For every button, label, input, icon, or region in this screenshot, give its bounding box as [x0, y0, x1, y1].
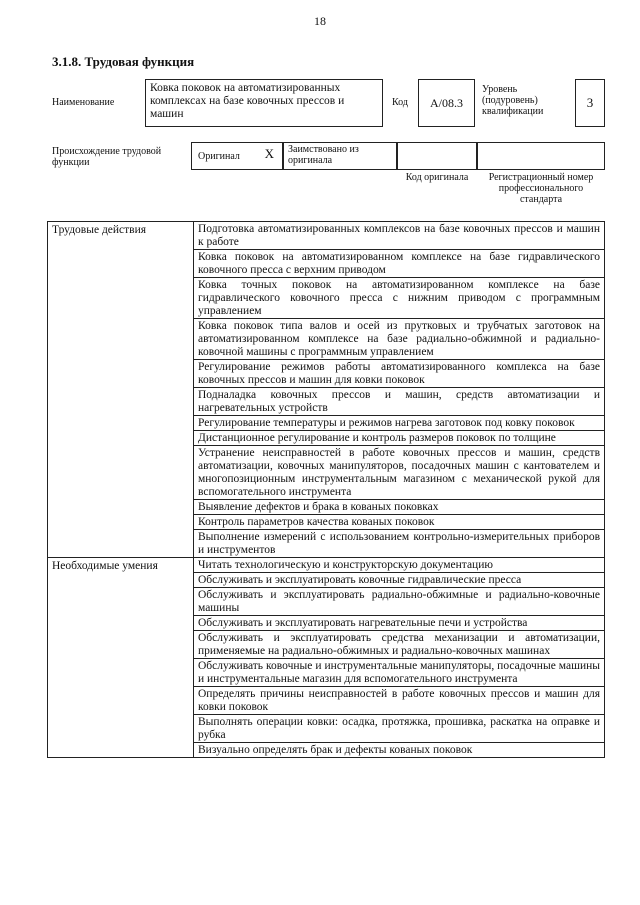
required-skills-item: Выполнять операции ковки: осадка, протяжка, прошивка, раскатка на оправке и рубка	[194, 715, 605, 743]
function-table	[47, 221, 605, 758]
required-skills-item: Обслуживать и эксплуатировать радиально-обжимные и радиально-ковочные машины	[194, 588, 605, 616]
code-original-box	[397, 142, 477, 170]
name-value: Ковка поковок на автоматизированных комплексах на базе ковочных прессов и машин	[150, 82, 345, 120]
name-label: Наименование	[52, 97, 115, 108]
code-value-box	[418, 79, 475, 127]
level-label: Уровень (подуровень) квалификации	[482, 84, 544, 117]
code-original-caption: Код оригинала	[405, 172, 469, 183]
level-value-box	[575, 79, 605, 127]
required-skills-item: Определять причины неисправностей в работе ковочных прессов и машин для ковки поковок	[194, 687, 605, 715]
reg-number-caption: Регистрационный номер профессионального стандарта	[488, 172, 594, 205]
labor-actions-item: Регулирование режимов работы автоматизированного комплекса на базе ковочных прессов и машин для ковки поковок	[194, 360, 605, 388]
labor-actions-item: Ковка поковок типа валов и осей из прутковых и трубчатых заготовок на автоматизированном комплексе на базе радиально-обжимной и радиально-ковочной машины с программным управлением	[194, 319, 605, 360]
required-skills-item: Обслуживать и эксплуатировать нагревательные печи и устройства	[194, 616, 605, 631]
required-skills-label: Необходимые умения	[48, 558, 194, 758]
borrowed-box	[283, 142, 397, 170]
labor-actions-item: Ковка поковок на автоматизированном комплексе на базе гидравлического ковочного пресса с верхним приводом	[194, 250, 605, 278]
labor-actions-item: Выявление дефектов и брака в кованых поковках	[194, 500, 605, 515]
labor-actions-item: Подналадка ковочных прессов и машин, средств автоматизации и нагревательных устройств	[194, 388, 605, 416]
code-label: Код	[392, 97, 408, 108]
required-skills-item: Обслуживать ковочные и инструментальные манипуляторы, посадочные машины и инструментальные магазин для вспомогательного инструмента	[194, 659, 605, 687]
level-value: 3	[586, 95, 594, 110]
labor-actions-item: Дистанционное регулирование и контроль размеров поковок по толщине	[194, 431, 605, 446]
page-number: 18	[314, 14, 326, 28]
name-value-box	[145, 79, 383, 127]
labor-actions-label: Трудовые действия	[48, 222, 194, 558]
required-skills-item: Обслуживать и эксплуатировать средства механизации и автоматизации, применяемые на радиально-обжимных и радиально-ковочных машинах	[194, 631, 605, 659]
required-skills-item: Визуально определять брак и дефекты кованых поковок	[194, 743, 605, 758]
original-mark: X	[264, 146, 274, 161]
labor-actions-item: Устранение неисправностей в работе ковочных прессов и машин, средств автоматизации, ковочных манипуляторов, посадочных машин с кантователем и многопозиционным инструментальным магазином с механической рукой для вспомогательного инструмента	[194, 446, 605, 500]
section-title: 3.1.8. Трудовая функция	[52, 54, 195, 69]
labor-actions-item: Ковка точных поковок на автоматизированном комплексе на базе гидравлического ковочного пресса с нижним приводом с программным управлением	[194, 278, 605, 319]
labor-actions-item: Выполнение измерений с использованием контрольно-измерительных приборов и инструментов	[194, 530, 605, 558]
code-value: А/08.3	[430, 95, 463, 110]
reg-number-box	[477, 142, 605, 170]
original-label: Оригинал	[198, 150, 240, 162]
borrowed-label: Заимствовано из оригинала	[288, 144, 359, 166]
table-row	[48, 222, 605, 250]
labor-actions-item: Регулирование температуры и режимов нагрева заготовок под ковку поковок	[194, 416, 605, 431]
origin-label: Происхождение трудовой функции	[52, 146, 162, 168]
required-skills-item: Читать технологическую и конструкторскую документацию	[194, 558, 605, 573]
labor-actions-item: Подготовка автоматизированных комплексов на базе ковочных прессов и машин к работе	[194, 222, 605, 250]
table-row	[48, 558, 605, 573]
original-box	[191, 142, 283, 170]
required-skills-item: Обслуживать и эксплуатировать ковочные гидравлические пресса	[194, 573, 605, 588]
labor-actions-item: Контроль параметров качества кованых поковок	[194, 515, 605, 530]
